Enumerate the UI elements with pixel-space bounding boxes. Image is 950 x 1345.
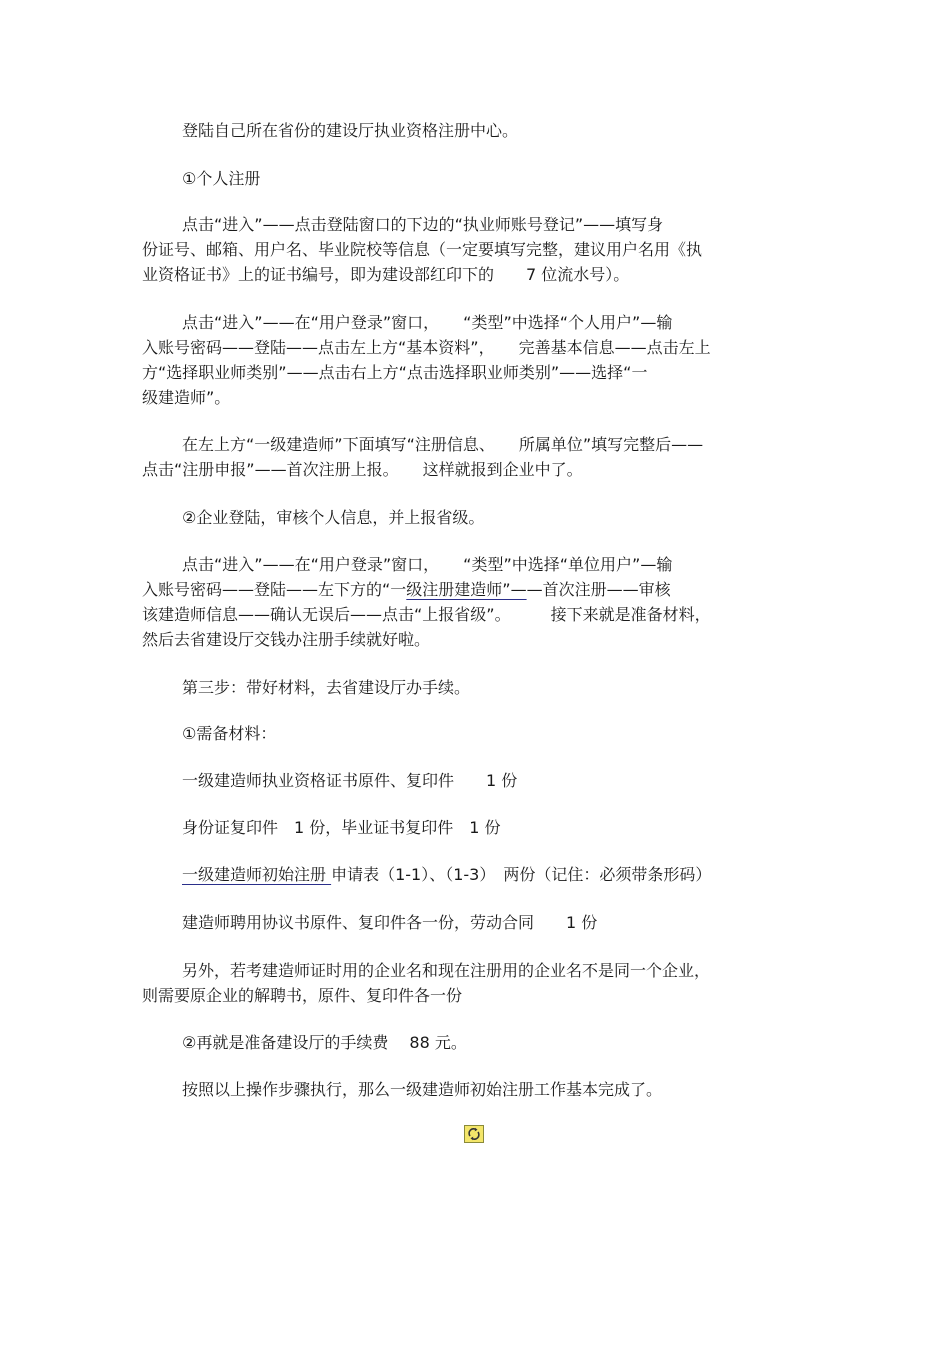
paragraph-line: 份证号、邮箱、用户名、毕业院校等信息（一定要填写完整，建议用户名用《执: [142, 240, 703, 259]
paragraph-line: 另外，若考建造师证时用的企业名和现在注册用的企业名不是同一个企业，: [182, 961, 711, 980]
paragraph-line: 在左上方“一级建造师”下面填写“注册信息、 所属单位”填写完整后——: [182, 435, 704, 454]
fee-text: ②再就是准备建设厅的手续费 88 元。: [182, 1033, 467, 1052]
material-item: 建造师聘用协议书原件、复印件各一份，劳动合同 1 份: [182, 913, 598, 932]
refresh-icon-glyph: [467, 1127, 481, 1141]
paragraph-line: 入账号密码——登陆——点击左上方“基本资料”， 完善基本信息——点击左上: [142, 338, 711, 357]
section-heading-step3: 第三步：带好材料，去省建设厅办手续。: [182, 678, 471, 697]
registered-builder-link[interactable]: 级注册建造师”—: [406, 580, 527, 599]
paragraph-segment: 入账号密码——登陆——左下方的“一: [142, 580, 407, 599]
material-item: [182, 862, 711, 887]
paragraph-line: [142, 577, 671, 602]
paragraph-line: 点击“注册申报”——首次注册上报。 这样就报到企业中了。: [142, 460, 583, 479]
paragraph-line: 方“选择职业师类别”——点击右上方“点击选择职业师类别”——选择“一: [142, 363, 648, 382]
paragraph-line: 然后去省建设厅交钱办注册手续就好啦。: [142, 630, 431, 649]
paragraph-line: 点击“进入”——在“用户登录”窗口， “类型”中选择“个人用户”—输: [182, 313, 673, 332]
paragraph-line: 点击“进入”——点击登陆窗口的下边的“执业师账号登记”——填写身: [182, 215, 664, 234]
material-item: 身份证复印件 1 份，毕业证书复印件 1 份: [182, 818, 501, 837]
section-heading-company: ②企业登陆，审核个人信息，并上报省级。: [182, 508, 485, 527]
paragraph-line: 业资格证书》上的证书编号，即为建设部红印下的 7 位流水号）。: [142, 265, 630, 284]
material-item: 一级建造师执业资格证书原件、复印件 1 份: [182, 771, 518, 790]
material-item-text: 申请表（1-1）、（1-3） 两份（记住：必须带条形码）: [331, 865, 712, 884]
paragraph-line: 级建造师”。: [142, 388, 231, 407]
materials-heading: ①需备材料：: [182, 724, 277, 743]
paragraph-segment: —首次注册——审核: [526, 580, 671, 599]
section-heading-personal: ①个人注册: [182, 169, 261, 188]
paragraph-line: 则需要原企业的解聘书，原件、复印件各一份: [142, 986, 463, 1005]
closing-text: 按照以上操作步骤执行，那么一级建造师初始注册工作基本完成了。: [182, 1080, 663, 1099]
paragraph-line: 该建造师信息——确认无误后——点击“上报省级”。 接下来就是准备材料，: [142, 605, 711, 624]
paragraph-line: 点击“进入”——在“用户登录”窗口， “类型”中选择“单位用户”—输: [182, 555, 673, 574]
intro-text: 登陆自己所在省份的建设厅执业资格注册中心。: [182, 121, 519, 140]
initial-registration-link[interactable]: 一级建造师初始注册: [182, 865, 332, 884]
refresh-icon[interactable]: [464, 1125, 484, 1143]
